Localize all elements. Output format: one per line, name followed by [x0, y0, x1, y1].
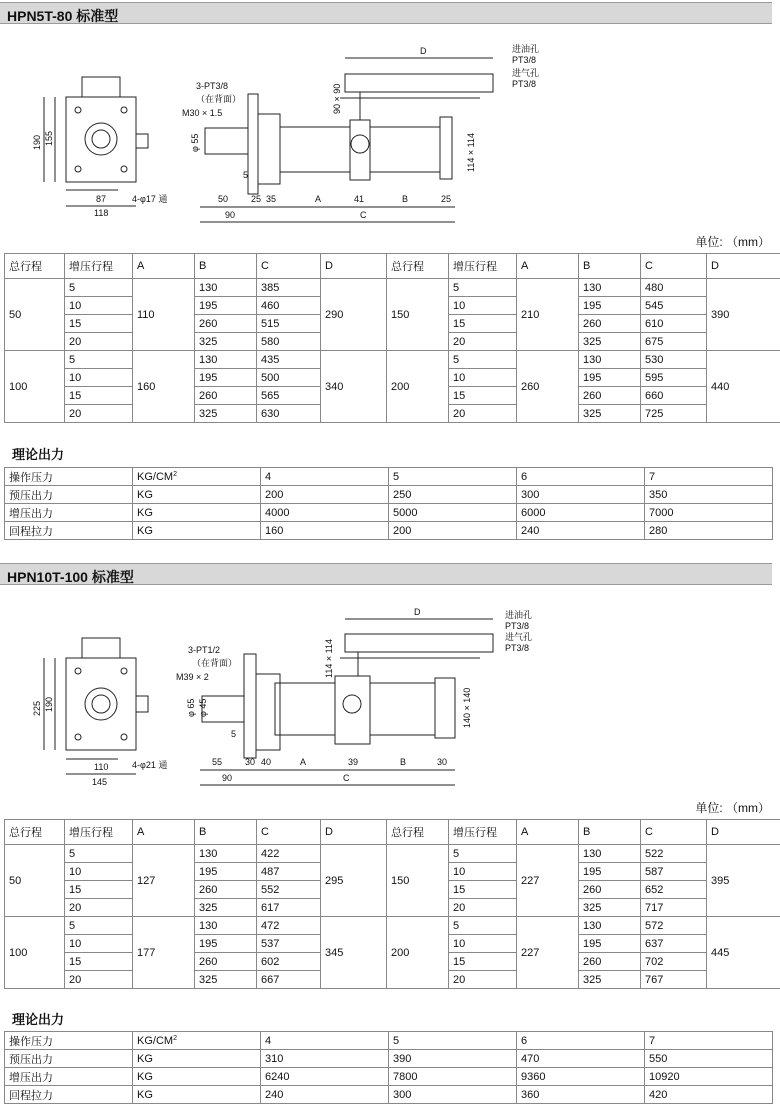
cell: 325 [195, 405, 257, 423]
cell: 5 [449, 279, 517, 297]
dim-label: 30 [245, 757, 256, 767]
cell: 15 [65, 315, 133, 333]
cell: 530 [641, 351, 707, 369]
unit-label: 单位: （mm） [695, 801, 770, 815]
dim-label: M30 × 1.5 [182, 108, 223, 118]
cell: 195 [579, 863, 641, 881]
dim-label: 5 [231, 729, 237, 739]
cell: 195 [195, 935, 257, 953]
cell: KG [133, 1068, 261, 1086]
cell: 260 [195, 881, 257, 899]
dim-label: 90 × 90 [332, 83, 342, 114]
unit-superscript: 2 [173, 470, 177, 478]
cell: 260 [195, 315, 257, 333]
cell: 127 [133, 845, 195, 917]
cell: 325 [579, 899, 641, 917]
dim-label: 190 [44, 696, 54, 712]
cell: 280 [645, 522, 773, 540]
dim-label: 进气孔 [512, 68, 540, 78]
row-label: 回程拉力 [5, 522, 133, 540]
cell: 195 [579, 935, 641, 953]
table-row [5, 1086, 773, 1104]
cell: 210 [517, 279, 579, 351]
cell: 5000 [389, 504, 517, 522]
col-header: B [579, 254, 641, 279]
cell: 6 [517, 468, 645, 486]
cell: 20 [65, 405, 133, 423]
cell: 240 [517, 522, 645, 540]
cell: 445 [707, 917, 780, 989]
cell: 617 [257, 899, 321, 917]
dim-label: 4-φ17 通 [132, 194, 168, 204]
row-label: 增压出力 [5, 504, 133, 522]
col-header: A [517, 820, 579, 845]
cell: 20 [449, 899, 517, 917]
dim-label: D [414, 607, 421, 617]
cell: 130 [579, 351, 641, 369]
cell: 295 [321, 845, 387, 917]
dim-label: 118 [94, 208, 109, 218]
cell: 20 [65, 971, 133, 989]
col-header: 总行程 [5, 820, 65, 845]
cell: KG [133, 486, 261, 504]
cell: 195 [579, 369, 641, 387]
dim-label: 50 [218, 194, 229, 204]
cell: KG [133, 504, 261, 522]
col-header: 增压行程 [449, 820, 517, 845]
dim-label: 进油孔 [505, 610, 533, 620]
dim-label: 4-φ21 通 [132, 760, 168, 770]
table-row [5, 1050, 773, 1068]
cell: 10 [65, 297, 133, 315]
cell: 5 [65, 917, 133, 935]
unit-label: 单位: （mm） [695, 235, 770, 249]
row-label: 预压出力 [5, 1050, 133, 1068]
cell: KG [133, 1086, 261, 1104]
cell: 725 [641, 405, 707, 423]
cell: 637 [641, 935, 707, 953]
cell: 325 [195, 899, 257, 917]
cell: 130 [579, 845, 641, 863]
cell: 460 [257, 297, 321, 315]
cell: 5 [449, 917, 517, 935]
cell: 15 [65, 387, 133, 405]
dim-label: 55 [212, 757, 223, 767]
col-header: 增压行程 [65, 254, 133, 279]
cell: 395 [707, 845, 780, 917]
cell: 260 [579, 387, 641, 405]
cell: 130 [195, 845, 257, 863]
cell: 100 [5, 917, 65, 989]
dim-label: 5 [243, 170, 249, 180]
table-row [5, 522, 773, 540]
col-header: A [133, 820, 195, 845]
force-table [4, 1031, 773, 1104]
spec-table [4, 819, 780, 989]
cell: 4000 [261, 504, 389, 522]
cell: 260 [195, 387, 257, 405]
unit-cell [133, 1032, 261, 1050]
dim-label: 40 [261, 757, 272, 767]
table-row [5, 917, 780, 935]
cell: 10 [449, 935, 517, 953]
cell: 50 [5, 279, 65, 351]
dim-label: φ 45 [198, 698, 208, 717]
dim-label: 进油孔 [512, 44, 540, 54]
dim-label: 90 [225, 210, 236, 220]
dim-label: （在背面） [196, 94, 242, 104]
cell: 15 [449, 387, 517, 405]
table-row [5, 351, 780, 369]
table-row [5, 504, 773, 522]
cylinder-drawing [0, 596, 772, 796]
cell: 15 [449, 953, 517, 971]
cell: 15 [449, 881, 517, 899]
col-header: D [707, 254, 780, 279]
force-section-title: 理论出力 [12, 1012, 65, 1027]
col-header: C [257, 820, 321, 845]
dim-label: A [300, 757, 307, 767]
cell: 472 [257, 917, 321, 935]
cell: 10 [65, 935, 133, 953]
table-row [5, 845, 780, 863]
cell: 150 [387, 845, 449, 917]
table-row [5, 486, 773, 504]
section-title-bar [0, 563, 772, 585]
cell: 602 [257, 953, 321, 971]
cell: 110 [133, 279, 195, 351]
row-label: 预压出力 [5, 486, 133, 504]
table-header-row [5, 254, 780, 279]
dim-label: A [315, 194, 322, 204]
drawing-svg [0, 596, 772, 796]
cell: 5 [449, 845, 517, 863]
cell: 130 [579, 279, 641, 297]
cell: 345 [321, 917, 387, 989]
dim-label: C [343, 773, 350, 783]
col-header: D [321, 820, 387, 845]
cell: 9360 [517, 1068, 645, 1086]
dim-label: 进气孔 [505, 632, 533, 642]
row-label: 操作压力 [5, 468, 133, 486]
dim-label: D [420, 46, 427, 56]
col-header: 总行程 [387, 820, 449, 845]
cell: 260 [579, 881, 641, 899]
col-header: 总行程 [387, 254, 449, 279]
unit-text: KG/CM [137, 1034, 174, 1047]
cell: 565 [257, 387, 321, 405]
cell: KG [133, 1050, 261, 1068]
dim-label: 30 [437, 757, 448, 767]
cell: 10 [449, 863, 517, 881]
col-header: 增压行程 [449, 254, 517, 279]
cell: 500 [257, 369, 321, 387]
dim-label: （在背面） [192, 658, 238, 668]
cell: 385 [257, 279, 321, 297]
spec-table [4, 253, 780, 423]
cell: 325 [579, 971, 641, 989]
cell: 435 [257, 351, 321, 369]
cell: 20 [449, 333, 517, 351]
cell: 300 [517, 486, 645, 504]
dim-label: 190 [32, 134, 42, 150]
cell: 260 [517, 351, 579, 423]
dim-label: 90 [222, 773, 233, 783]
col-header: D [707, 820, 780, 845]
cell: 325 [195, 333, 257, 351]
table-row [5, 279, 780, 297]
cell: 130 [195, 351, 257, 369]
cell: 652 [641, 881, 707, 899]
dim-label: 87 [96, 194, 107, 204]
cell: 200 [387, 917, 449, 989]
cell: 325 [195, 971, 257, 989]
dim-label: 3-PT1/2 [188, 645, 221, 655]
cell: 250 [389, 486, 517, 504]
cell: 7800 [389, 1068, 517, 1086]
cell: 10 [65, 369, 133, 387]
dim-label: 39 [348, 757, 359, 767]
cell: 515 [257, 315, 321, 333]
cell: 360 [517, 1086, 645, 1104]
cell: 20 [65, 333, 133, 351]
cell: 200 [389, 522, 517, 540]
cell: 5 [65, 845, 133, 863]
cell: 227 [517, 845, 579, 917]
cell: 160 [133, 351, 195, 423]
cell: 200 [261, 486, 389, 504]
cell: 195 [195, 297, 257, 315]
cell: 195 [195, 369, 257, 387]
cell: 10920 [645, 1068, 773, 1086]
cell: 5 [449, 351, 517, 369]
col-header: B [195, 820, 257, 845]
dim-label: C [360, 210, 367, 220]
dim-label: PT3/8 [512, 55, 537, 65]
cell: 550 [645, 1050, 773, 1068]
col-header: B [195, 254, 257, 279]
cell: 15 [449, 315, 517, 333]
cell: 702 [641, 953, 707, 971]
cell: 177 [133, 917, 195, 989]
cell: 660 [641, 387, 707, 405]
cell: 290 [321, 279, 387, 351]
cell: 195 [579, 297, 641, 315]
cell: 595 [641, 369, 707, 387]
cell: 4 [261, 1032, 389, 1050]
table-row [5, 1032, 773, 1050]
dim-label: 110 [94, 762, 109, 772]
row-label: 回程拉力 [5, 1086, 133, 1104]
dim-label: PT3/8 [505, 621, 530, 631]
col-header: C [641, 254, 707, 279]
cell: 7 [645, 468, 773, 486]
cell: 350 [645, 486, 773, 504]
dim-label: B [402, 194, 409, 204]
cell: 440 [707, 351, 780, 423]
col-header: B [579, 820, 641, 845]
cell: 325 [579, 405, 641, 423]
table-row [5, 468, 773, 486]
row-label: 操作压力 [5, 1032, 133, 1050]
force-table [4, 467, 773, 540]
cell: 422 [257, 845, 321, 863]
col-header: D [321, 254, 387, 279]
col-header: 总行程 [5, 254, 65, 279]
cylinder-drawing [0, 32, 772, 232]
col-header: 增压行程 [65, 820, 133, 845]
cell: 552 [257, 881, 321, 899]
dim-label: 114 × 114 [324, 639, 334, 678]
cell: 300 [389, 1086, 517, 1104]
dim-label: 114 × 114 [466, 133, 476, 172]
drawing-svg [0, 32, 772, 232]
cell: 15 [65, 953, 133, 971]
cell: 522 [641, 845, 707, 863]
cell: 5 [65, 279, 133, 297]
unit-superscript: 2 [173, 1034, 177, 1042]
dim-label: 140 × 140 [462, 687, 472, 728]
cell: 767 [641, 971, 707, 989]
cell: 240 [261, 1086, 389, 1104]
dim-label: φ 65 [186, 698, 196, 717]
cell: 7000 [645, 504, 773, 522]
cell: 487 [257, 863, 321, 881]
dim-label: 225 [32, 700, 42, 716]
section-title-bar [0, 2, 772, 24]
cell: 420 [645, 1086, 773, 1104]
cell: 20 [449, 971, 517, 989]
dim-label: φ 55 [190, 133, 200, 152]
row-label: 增压出力 [5, 1068, 133, 1086]
cell: 160 [261, 522, 389, 540]
cell: 10 [65, 863, 133, 881]
cell: 390 [389, 1050, 517, 1068]
dim-label: PT3/8 [512, 79, 537, 89]
section-title: HPN5T-80 标准型 [7, 8, 119, 24]
cell: 150 [387, 279, 449, 351]
cell: 260 [579, 953, 641, 971]
force-section-title: 理论出力 [12, 447, 65, 462]
dim-label: PT3/8 [505, 643, 530, 653]
dim-label: 3-PT3/8 [196, 81, 229, 91]
cell: 195 [195, 863, 257, 881]
dim-label: B [400, 757, 407, 767]
cell: 717 [641, 899, 707, 917]
cell: 480 [641, 279, 707, 297]
cell: 130 [195, 917, 257, 935]
col-header: A [517, 254, 579, 279]
dim-label: 145 [92, 777, 108, 787]
cell: 6240 [261, 1068, 389, 1086]
cell: 260 [579, 315, 641, 333]
col-header: C [257, 254, 321, 279]
col-header: A [133, 254, 195, 279]
cell: 667 [257, 971, 321, 989]
dim-label: 25 [441, 194, 452, 204]
cell: 227 [517, 917, 579, 989]
cell: 100 [5, 351, 65, 423]
dim-label: 41 [354, 194, 365, 204]
cell: 545 [641, 297, 707, 315]
cell: 10 [449, 297, 517, 315]
cell: 20 [449, 405, 517, 423]
table-row [5, 1068, 773, 1086]
dim-label: M39 × 2 [176, 672, 209, 682]
cell: 200 [387, 351, 449, 423]
dim-label: 25 [251, 194, 262, 204]
cell: 340 [321, 351, 387, 423]
cell: 260 [195, 953, 257, 971]
cell: 20 [65, 899, 133, 917]
cell: 130 [195, 279, 257, 297]
unit-cell [133, 468, 261, 486]
cell: 587 [641, 863, 707, 881]
cell: 15 [65, 881, 133, 899]
cell: 6000 [517, 504, 645, 522]
cell: 537 [257, 935, 321, 953]
dim-label: 155 [44, 130, 54, 146]
section-title: HPN10T-100 标准型 [7, 569, 134, 585]
cell: 4 [261, 468, 389, 486]
cell: 580 [257, 333, 321, 351]
cell: 7 [645, 1032, 773, 1050]
cell: 5 [389, 1032, 517, 1050]
cell: 630 [257, 405, 321, 423]
cell: 610 [641, 315, 707, 333]
cell: 675 [641, 333, 707, 351]
cell: 325 [579, 333, 641, 351]
cell: 310 [261, 1050, 389, 1068]
cell: 572 [641, 917, 707, 935]
cell: 6 [517, 1032, 645, 1050]
cell: 5 [65, 351, 133, 369]
table-header-row [5, 820, 780, 845]
cell: 10 [449, 369, 517, 387]
unit-text: KG/CM [137, 470, 174, 483]
cell: 50 [5, 845, 65, 917]
cell: 470 [517, 1050, 645, 1068]
dim-label: 35 [266, 194, 277, 204]
cell: 5 [389, 468, 517, 486]
cell: 390 [707, 279, 780, 351]
cell: 130 [579, 917, 641, 935]
cell: KG [133, 522, 261, 540]
col-header: C [641, 820, 707, 845]
